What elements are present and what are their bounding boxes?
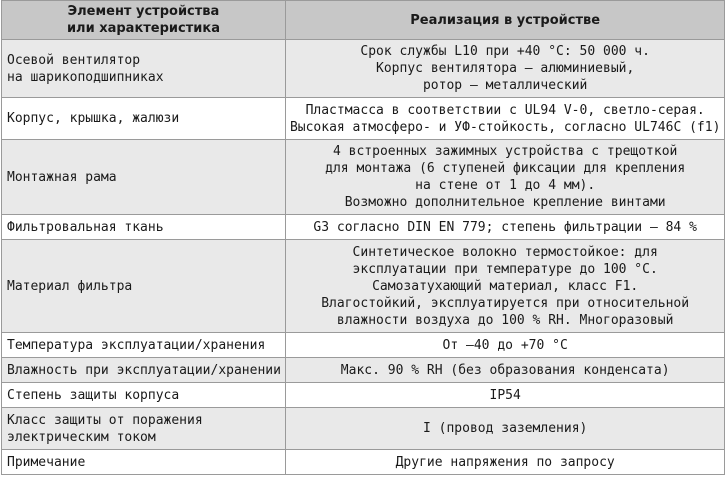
row-key (2, 140, 286, 215)
row-value-line: I (провод заземления) (422, 421, 588, 436)
row-key (2, 40, 286, 98)
row-value (285, 215, 724, 240)
row-value-line: Возможно дополнительное крепление винтами (344, 195, 666, 210)
row-value-line: эксплуатации при температуре до 100 °C. (352, 261, 658, 277)
row-key (2, 333, 286, 358)
row-key-line: Температура эксплуатации/хранения (7, 337, 266, 353)
row-value (285, 40, 724, 98)
table-row (2, 40, 725, 98)
row-key (2, 408, 286, 450)
row-value-line: Корпус вентилятора – алюминиевый, (376, 61, 635, 76)
row-value (285, 240, 724, 333)
row-value-line: для монтажа (6 ступеней фиксации для крепления (325, 161, 686, 176)
row-value-line: Синтетическое волокно термостойкое: для (352, 244, 658, 260)
table-row (2, 98, 725, 140)
row-value-line: 4 встроенных зажимных устройства с трещоткой (332, 144, 678, 159)
table-row (2, 333, 725, 358)
row-key (2, 358, 286, 383)
row-key (2, 240, 286, 333)
row-key (2, 98, 286, 140)
table-row (2, 450, 725, 475)
row-key-line: Монтажная рама (7, 169, 117, 185)
row-value-line: на стене от 1 до 4 мм). (415, 178, 596, 193)
row-key-line: Фильтровальная ткань (7, 219, 164, 235)
table-row (2, 215, 725, 240)
row-value-line: ротор – металлический (422, 78, 588, 93)
column-header-element-line: или характеристика (66, 21, 220, 36)
row-value-line: IP54 (489, 387, 521, 403)
table-row (2, 358, 725, 383)
table-row (2, 240, 725, 333)
row-value (285, 140, 724, 215)
row-value (285, 358, 724, 383)
row-value-line: Пластмасса в соответствии с UL94 V-0, светло-серая. (305, 102, 705, 118)
row-key-line: на шарикоподшипниках (7, 69, 164, 85)
row-value (285, 450, 724, 475)
column-header-element-line: Элемент устройства (67, 4, 220, 19)
row-value (285, 333, 724, 358)
row-key-line: Материал фильтра (7, 278, 133, 294)
row-value (285, 383, 724, 408)
row-key (2, 215, 286, 240)
row-value-line: Другие напряжения по запросу (395, 454, 615, 470)
row-key-line: Влажность при эксплуатации/хранении (7, 362, 281, 378)
table-row (2, 383, 725, 408)
row-key-line: электрическим током (7, 429, 156, 445)
row-value-line: Самозатухающий материал, класс F1. (372, 278, 639, 294)
row-key-line: Корпус, крышка, жалюзи (7, 111, 180, 126)
column-header-element (2, 1, 286, 40)
row-value-line: G3 согласно DIN EN 779; степень фильтрации – 84 % (313, 219, 697, 235)
row-value-line: влажности воздуха до 100 % RH. Многоразовый (336, 312, 674, 328)
row-value-line: Влагостойкий, эксплуатируется при относительной (321, 295, 690, 311)
row-value (285, 408, 724, 450)
row-key-line: Осевой вентилятор (7, 52, 141, 68)
row-value-line: Высокая атмосферо- и УФ-стойкость, согласно UL746C (f1) (289, 119, 721, 135)
row-value-line: Срок службы L10 при +40 °C: 50 000 ч. (360, 44, 650, 59)
column-header-implementation: Реализация в устройстве (285, 1, 724, 40)
table-row (2, 140, 725, 215)
row-value-line: Макс. 90 % RH (без образования конденсата) (340, 362, 670, 378)
row-key-line: Степень защиты корпуса (7, 387, 180, 403)
specifications-table (1, 0, 725, 475)
row-key (2, 450, 286, 475)
row-key (2, 383, 286, 408)
table-header-row (2, 1, 725, 40)
row-key-line: Класс защиты от поражения (7, 412, 203, 428)
row-value-line: От –40 до +70 °C (442, 337, 568, 353)
table-row (2, 408, 725, 450)
row-value (285, 98, 724, 140)
row-key-line: Примечание (7, 454, 86, 470)
